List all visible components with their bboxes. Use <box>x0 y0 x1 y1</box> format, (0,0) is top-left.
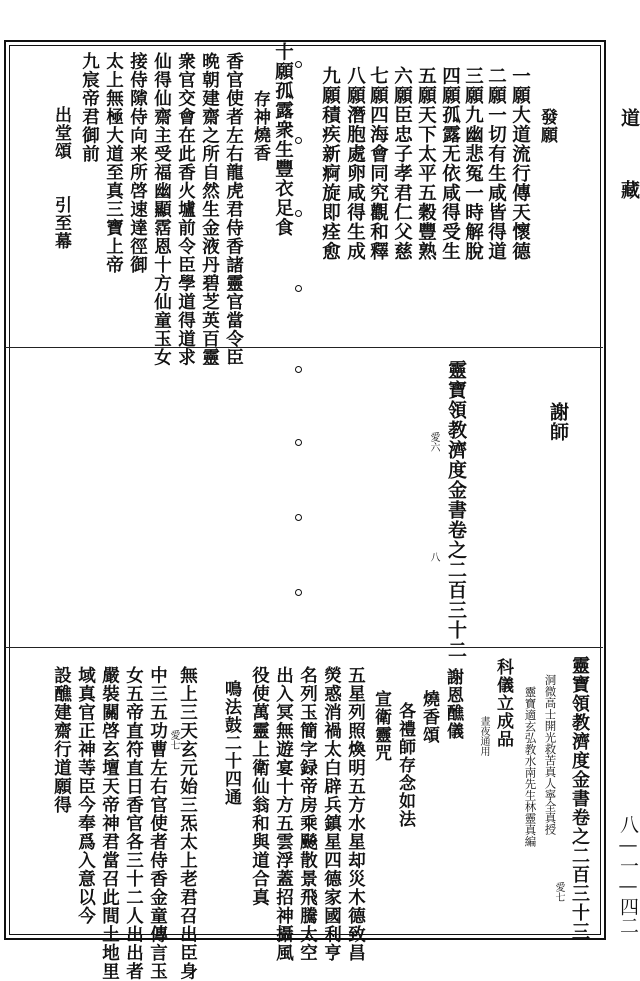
invocation-line: 嚴裝關啓玄壇天帝神君當召此間土地里 <box>99 666 120 981</box>
vow-line: 一願大道流行傳天懷德 <box>509 66 531 261</box>
invocation-line: 接侍𨻶侍向来所啓速達徑御 <box>127 52 148 274</box>
sheet-number: 八 <box>428 552 439 562</box>
binding-hole <box>295 366 302 373</box>
vow-line: 八願潛胞處卵咸得生成 <box>344 66 366 261</box>
closing-verse: 出堂頌 <box>51 106 71 160</box>
compiler-line: 洞微高士開光救苦真人寧全真授 <box>543 674 558 835</box>
margin-title-2: 藏 <box>618 180 640 199</box>
binding-hole <box>295 285 302 292</box>
margin-page-number: 八—一—四二 <box>617 815 639 935</box>
verse-line: 五星列照煥明五方水星却災木德致昌 <box>345 666 366 962</box>
invocation-line: 衆官交會在此香火壚前令臣學道得道求 <box>175 52 196 367</box>
vow-line: 七願四海會同究觀和釋 <box>367 66 389 261</box>
rite-subheading: 各禮師存念如法 <box>395 702 415 828</box>
drum-heading: 鳴法鼓二十四通 <box>221 680 241 806</box>
invocation-line: 晩朝建齋之所自然生金液丹碧芝英百靈 <box>199 52 220 367</box>
verse-line: 出入冥無遊宴十方五雲浮蓋招神攝風 <box>273 666 294 962</box>
vow-line: 二願一切有生咸皆得道 <box>485 66 507 261</box>
vow-line: 三願九幽悲冤一時解脫 <box>462 66 484 261</box>
rite-subheading: 燒香頌 <box>419 690 439 744</box>
verse-line: 役使萬靈上衛仙翁和與道合真 <box>249 666 270 907</box>
rite-subheading: 宣衛靈咒 <box>371 690 391 762</box>
binding-hole <box>295 439 302 446</box>
invocation-line: 女五帝直符直日香官各三十二人出出者 <box>123 666 144 981</box>
rite-title: 科儀立成品 <box>493 658 513 748</box>
binding-hole <box>295 137 302 144</box>
margin-title-1: 道 <box>618 108 640 127</box>
compiler-line: 靈寶適玄弘教水南先生林靈真編 <box>523 686 538 847</box>
binding-hole <box>295 589 302 596</box>
closing-note: 引至幕 <box>51 196 71 250</box>
subtitle: 謝師 <box>547 402 569 442</box>
invocation-line: 設醮建齋行道願得 <box>51 666 72 814</box>
invocation-line: 九宸帝君御前 <box>79 52 100 163</box>
vow-line: 五願天下太平五穀豐熟 <box>415 66 437 261</box>
invocation-line: 太上無極大道至真三寶上帝 <box>103 52 124 274</box>
incense-heading: 存神燒香 <box>250 90 270 162</box>
binding-hole <box>295 61 302 68</box>
vow-line: 十願孤露衆生豐衣足食 <box>272 42 294 237</box>
binding-hole <box>295 210 302 217</box>
vow-line: 六願臣忠子孝君仁父慈 <box>391 66 413 261</box>
vow-heading: 發願 <box>537 108 557 144</box>
vow-line: 四願孤露无依咸得受生 <box>439 66 461 261</box>
invocation-line: 香官使者左右龍虎君侍香諸靈官當令臣 <box>223 52 244 367</box>
vow-line: 九願積疾新痾旋即痊愈 <box>319 66 341 261</box>
drum-note: 愛七 <box>168 730 179 750</box>
sheet-divider-bottom <box>5 647 603 648</box>
sheet-divider-top <box>5 347 603 348</box>
invocation-line: 無上三天玄元始三炁太上老君召出臣身 <box>177 666 198 981</box>
rite-subheading: 謝恩醮儀 <box>443 668 463 740</box>
scripture-title: 靈寶領教濟度金書卷之二百三十二 <box>445 360 467 660</box>
invocation-line: 中三五功曹左右官使者侍香金童傳言玉 <box>147 666 168 981</box>
volume-marker: 愛六 <box>428 432 439 452</box>
invocation-line: 域真官正神䓁臣今奉爲入意以今 <box>75 666 96 925</box>
rite-note: 晝夜通用 <box>478 716 489 756</box>
invocation-line: 仙得仙齋主受福幽顯霑恩十方仙童玉女 <box>151 52 172 367</box>
binding-hole <box>295 514 302 521</box>
verse-line: 熒惑消禍太白辟兵鎮星四德家國利亨 <box>321 666 342 962</box>
volume-title: 靈寶領教濟度金書卷之二百三十三 <box>569 656 590 941</box>
volume-marker: 愛七 <box>553 882 564 902</box>
verse-line: 名列玉簡字録帝房乘飈散景飛騰太空 <box>297 666 318 962</box>
